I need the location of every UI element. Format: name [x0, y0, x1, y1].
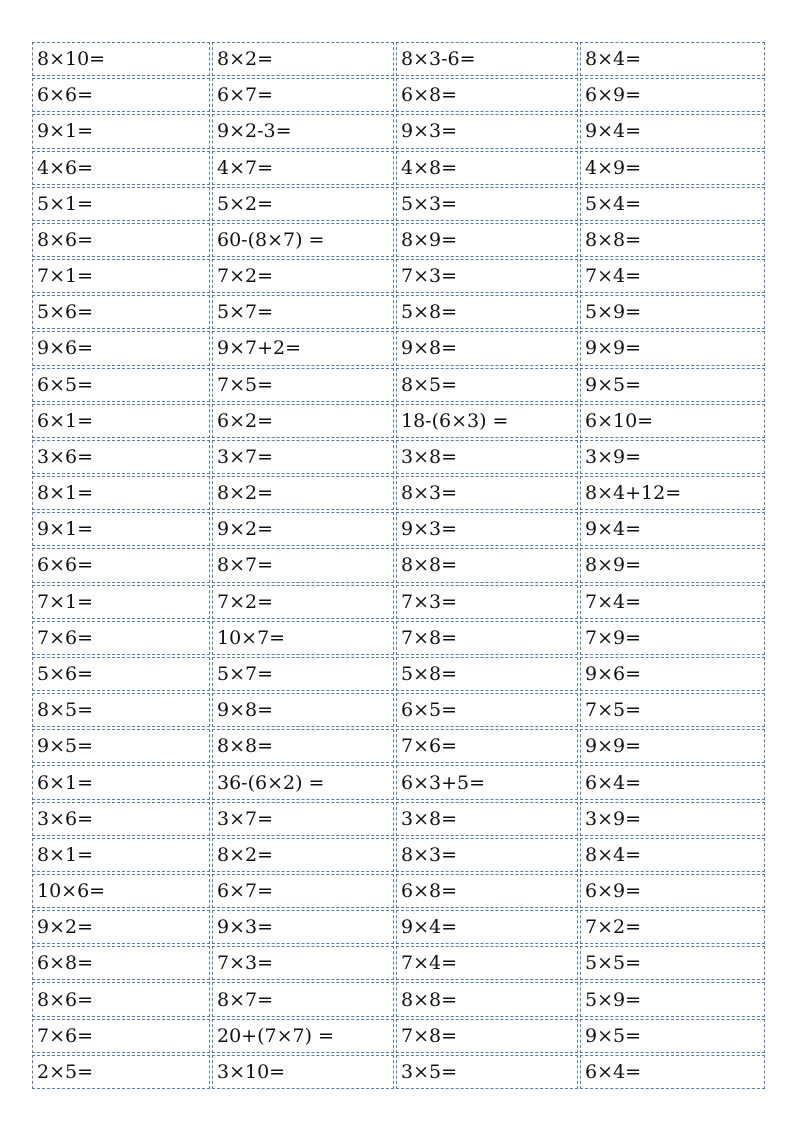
- problem-cell: 5×4=: [580, 187, 765, 221]
- problem-cell: 5×3=: [396, 187, 578, 221]
- table-row: [32, 910, 765, 944]
- problem-cell: 2×5=: [32, 1055, 210, 1089]
- problem-cell: 7×6=: [396, 729, 578, 763]
- problem-cell: 9×3=: [396, 512, 578, 546]
- problem-table-body: [32, 42, 765, 1089]
- problem-cell: 6×1=: [32, 765, 210, 799]
- problem-cell: 7×8=: [396, 621, 578, 655]
- table-row: [32, 223, 765, 257]
- table-row: [32, 404, 765, 438]
- problem-cell: 5×6=: [32, 295, 210, 329]
- problem-cell: 10×6=: [32, 874, 210, 908]
- problem-cell: 8×3-6=: [396, 42, 578, 76]
- table-row: [32, 657, 765, 691]
- problem-cell: 9×2=: [32, 910, 210, 944]
- problem-cell: 8×8=: [396, 982, 578, 1016]
- problem-cell: 6×7=: [212, 874, 394, 908]
- problem-cell: 3×9=: [580, 802, 765, 836]
- problem-cell: 5×9=: [580, 295, 765, 329]
- problem-cell: 3×9=: [580, 440, 765, 474]
- problem-cell: 6×5=: [396, 693, 578, 727]
- problem-cell: 5×2=: [212, 187, 394, 221]
- problem-cell: 9×1=: [32, 512, 210, 546]
- problem-cell: 9×5=: [580, 1019, 765, 1053]
- problem-cell: 6×8=: [396, 78, 578, 112]
- problem-cell: 7×1=: [32, 585, 210, 619]
- problem-cell: 7×4=: [396, 946, 578, 980]
- problem-cell: 8×1=: [32, 476, 210, 510]
- table-row: [32, 729, 765, 763]
- problem-cell: 7×2=: [212, 259, 394, 293]
- problem-cell: 3×8=: [396, 802, 578, 836]
- problem-cell: 3×6=: [32, 802, 210, 836]
- problem-cell: 7×3=: [396, 585, 578, 619]
- table-row: [32, 187, 765, 221]
- problem-cell: 7×5=: [580, 693, 765, 727]
- table-row: [32, 838, 765, 872]
- problem-cell: 6×7=: [212, 78, 394, 112]
- problem-cell: 20+(7×7) =: [212, 1019, 394, 1053]
- problem-cell: 3×5=: [396, 1055, 578, 1089]
- problem-cell: 7×6=: [32, 1019, 210, 1053]
- problem-cell: 4×8=: [396, 151, 578, 185]
- problem-cell: 5×9=: [580, 982, 765, 1016]
- problem-cell: 7×1=: [32, 259, 210, 293]
- problem-cell: 9×8=: [212, 693, 394, 727]
- worksheet-sheet: [30, 40, 757, 1091]
- problem-cell: 8×2=: [212, 42, 394, 76]
- table-row: [32, 548, 765, 582]
- problem-cell: 8×8=: [396, 548, 578, 582]
- problem-cell: 3×7=: [212, 802, 394, 836]
- table-row: [32, 982, 765, 1016]
- problem-cell: 9×6=: [580, 657, 765, 691]
- problem-cell: 9×8=: [396, 331, 578, 365]
- problem-cell: 8×4=: [580, 838, 765, 872]
- problem-cell: 5×1=: [32, 187, 210, 221]
- problem-cell: 9×2=: [212, 512, 394, 546]
- problem-cell: 5×8=: [396, 295, 578, 329]
- problem-cell: 4×7=: [212, 151, 394, 185]
- problem-cell: 5×7=: [212, 295, 394, 329]
- problem-cell: 9×4=: [580, 114, 765, 148]
- problem-cell: 9×7+2=: [212, 331, 394, 365]
- problem-cell: 7×2=: [580, 910, 765, 944]
- problem-cell: 6×4=: [580, 765, 765, 799]
- table-row: [32, 946, 765, 980]
- problem-cell: 3×8=: [396, 440, 578, 474]
- problem-cell: 8×8=: [580, 223, 765, 257]
- problem-cell: 6×5=: [32, 368, 210, 402]
- problem-cell: 9×4=: [396, 910, 578, 944]
- problem-cell: 8×10=: [32, 42, 210, 76]
- problem-cell: 3×6=: [32, 440, 210, 474]
- table-row: [32, 802, 765, 836]
- problem-cell: 4×9=: [580, 151, 765, 185]
- problem-cell: 6×6=: [32, 78, 210, 112]
- table-row: [32, 114, 765, 148]
- problem-cell: 7×8=: [396, 1019, 578, 1053]
- problem-cell: 6×1=: [32, 404, 210, 438]
- problem-cell: 5×7=: [212, 657, 394, 691]
- problem-cell: 8×9=: [580, 548, 765, 582]
- table-row: [32, 693, 765, 727]
- problem-cell: 7×4=: [580, 585, 765, 619]
- problem-cell: 9×6=: [32, 331, 210, 365]
- table-row: [32, 476, 765, 510]
- problem-cell: 6×9=: [580, 78, 765, 112]
- problem-cell: 8×5=: [32, 693, 210, 727]
- table-row: [32, 874, 765, 908]
- problem-cell: 7×3=: [396, 259, 578, 293]
- problem-cell: 9×1=: [32, 114, 210, 148]
- table-row: [32, 259, 765, 293]
- table-row: [32, 765, 765, 799]
- problem-cell: 10×7=: [212, 621, 394, 655]
- problem-cell: 6×6=: [32, 548, 210, 582]
- problem-cell: 8×7=: [212, 548, 394, 582]
- problem-cell: 18-(6×3) =: [396, 404, 578, 438]
- problem-cell: 5×8=: [396, 657, 578, 691]
- table-row: [32, 1055, 765, 1089]
- table-row: [32, 331, 765, 365]
- problem-cell: 6×10=: [580, 404, 765, 438]
- table-row: [32, 151, 765, 185]
- problem-cell: 7×3=: [212, 946, 394, 980]
- problem-cell: 7×6=: [32, 621, 210, 655]
- problem-cell: 9×4=: [580, 512, 765, 546]
- problem-cell: 8×8=: [212, 729, 394, 763]
- table-row: [32, 295, 765, 329]
- problem-table: [30, 40, 767, 1091]
- problem-cell: 3×10=: [212, 1055, 394, 1089]
- problem-cell: 6×3+5=: [396, 765, 578, 799]
- table-row: [32, 1019, 765, 1053]
- problem-cell: 6×8=: [32, 946, 210, 980]
- problem-cell: 5×6=: [32, 657, 210, 691]
- problem-cell: 8×6=: [32, 223, 210, 257]
- problem-cell: 8×7=: [212, 982, 394, 1016]
- problem-cell: 8×2=: [212, 476, 394, 510]
- problem-cell: 9×3=: [396, 114, 578, 148]
- problem-cell: 8×2=: [212, 838, 394, 872]
- problem-cell: 9×3=: [212, 910, 394, 944]
- problem-cell: 6×2=: [212, 404, 394, 438]
- problem-cell: 6×4=: [580, 1055, 765, 1089]
- problem-cell: 36-(6×2) =: [212, 765, 394, 799]
- problem-cell: 5×5=: [580, 946, 765, 980]
- problem-cell: 7×4=: [580, 259, 765, 293]
- problem-cell: 8×4+12=: [580, 476, 765, 510]
- table-row: [32, 368, 765, 402]
- table-row: [32, 621, 765, 655]
- problem-cell: 7×2=: [212, 585, 394, 619]
- problem-cell: 8×3=: [396, 476, 578, 510]
- problem-cell: 8×5=: [396, 368, 578, 402]
- table-row: [32, 512, 765, 546]
- problem-cell: 6×9=: [580, 874, 765, 908]
- table-row: [32, 585, 765, 619]
- problem-cell: 7×9=: [580, 621, 765, 655]
- table-row: [32, 440, 765, 474]
- problem-cell: 8×1=: [32, 838, 210, 872]
- problem-cell: 9×5=: [32, 729, 210, 763]
- problem-cell: 4×6=: [32, 151, 210, 185]
- problem-cell: 60-(8×7) =: [212, 223, 394, 257]
- problem-cell: 8×3=: [396, 838, 578, 872]
- problem-cell: 8×4=: [580, 42, 765, 76]
- problem-cell: 9×5=: [580, 368, 765, 402]
- problem-cell: 9×9=: [580, 729, 765, 763]
- problem-cell: 9×2-3=: [212, 114, 394, 148]
- problem-cell: 6×8=: [396, 874, 578, 908]
- problem-cell: 8×9=: [396, 223, 578, 257]
- table-row: [32, 42, 765, 76]
- problem-cell: 8×6=: [32, 982, 210, 1016]
- problem-cell: 3×7=: [212, 440, 394, 474]
- table-row: [32, 78, 765, 112]
- problem-cell: 7×5=: [212, 368, 394, 402]
- problem-cell: 9×9=: [580, 331, 765, 365]
